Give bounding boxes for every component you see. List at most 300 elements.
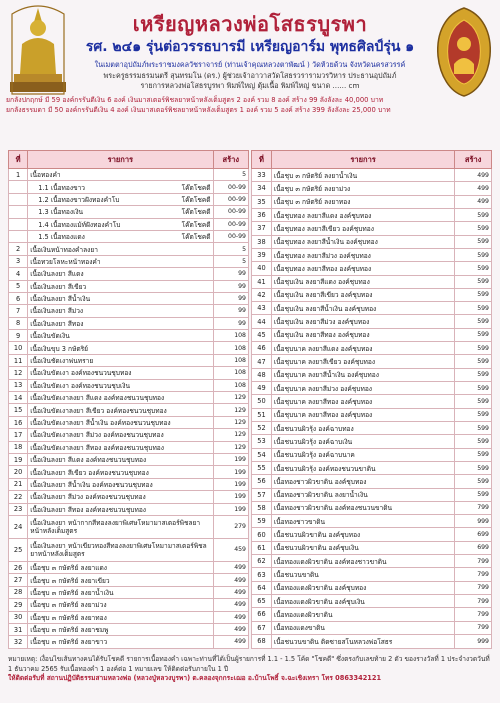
info-line: ในเมตตาอุปถัมภ์พระราชมงคลวัชราจารย์ (ท่านเจ้าคุณหลวงตาพัฒน์ ) วัดห้วยด้วน จังหวัดนครสวรรค์	[94, 60, 406, 69]
info-block	[74, 60, 426, 92]
row-number: 47	[252, 355, 272, 368]
table-row	[9, 218, 249, 230]
row-count: 499	[213, 611, 248, 623]
table-row	[9, 453, 249, 465]
row-item	[28, 623, 213, 635]
col-header-item: รายการ	[271, 151, 454, 169]
row-count: 599	[455, 328, 492, 341]
row-number: 36	[252, 208, 272, 221]
table-row	[9, 280, 249, 292]
table-row	[252, 488, 492, 501]
row-item	[28, 379, 213, 391]
row-number: 57	[252, 488, 272, 501]
row-number: 67	[252, 621, 272, 634]
item-name: เนื้อชุบ ๓ กษัตริย์ ลงยาชมพู	[30, 626, 109, 635]
row-count: 129	[213, 404, 248, 416]
row-number: 45	[252, 328, 272, 341]
row-count: 129	[213, 392, 248, 404]
table-row	[9, 561, 249, 573]
footer-note: หมายเหตุ: เงื่อนไขเส้นทางคนได้รับโชคดี รายการเนื้อทองคำ เฉพาะท่านที่ได้เป็นผู้รายการที่ 1.1 - 1.5 โค้ด "โชคดี" ซึ่งตรงกับเลขท้าย 2 ตัว ของรางวัลที่ 1 ประจำงวดวันที่ 1 ธันวาคม 2565 รับเนื้อทองคำ 1 องค์ต่อ 1 หมายเลข ให้ติดต่อรับภายใน 1 ปี	[8, 655, 490, 673]
row-number: 17	[9, 429, 28, 441]
row-count: 129	[213, 416, 248, 428]
row-number: 30	[9, 611, 28, 623]
row-count: 499	[455, 182, 492, 195]
row-item	[28, 367, 213, 379]
table-row	[252, 568, 492, 581]
table-row	[252, 621, 492, 634]
row-count: 00-99	[213, 218, 248, 230]
item-name: เนื้อทองชาวผิวขาดิน ลงยาน้ำเงิน	[273, 491, 368, 500]
row-count: 00-99	[213, 193, 248, 205]
col-header-item: รายการ	[28, 151, 213, 169]
table-row	[252, 235, 492, 248]
row-number: 16	[9, 416, 28, 428]
item-name: เนื้อเงินหน้าทองคำลงยา	[30, 245, 98, 254]
row-count: 799	[455, 608, 492, 621]
item-name: เนื้อเงินขัดเงาลงยา สีม่วง องค์ทองชนวนชุบทอง	[30, 431, 164, 440]
item-name: เนื้อเงินขัดเงา องค์ทองชนวนชุบทอง	[30, 369, 132, 378]
row-number: 25	[9, 538, 28, 561]
coin-medal-icon	[432, 4, 496, 98]
row-number	[9, 230, 28, 242]
row-item	[271, 208, 454, 221]
row-count: 599	[455, 275, 492, 288]
row-number: 50	[252, 395, 272, 408]
row-item	[271, 408, 454, 421]
item-name: เนื้อทองแดงขาดิน	[273, 624, 325, 633]
row-number: 18	[9, 441, 28, 453]
table-row	[252, 275, 492, 288]
table-row	[252, 461, 492, 474]
table-row	[9, 367, 249, 379]
row-count: 599	[455, 262, 492, 275]
item-name: เนื้อชุบทอง ลงยาสีเขียว องค์ชุบทอง	[273, 224, 374, 233]
table-row	[9, 342, 249, 354]
item-name: เนื้อชุบนาค ลงยาสีน้ำเงิน องค์ชุบทอง	[273, 371, 379, 380]
item-name: เนื้อเงินขัดเงาลงยา สีน้ำเงิน องค์ทองชนวนชุบทอง	[30, 419, 171, 427]
item-name: เนื้อชุบเงิน ลงยาสีแดง องค์ชุบทอง	[273, 278, 370, 287]
row-item	[271, 608, 454, 621]
col-header-no: ที่	[9, 151, 28, 169]
row-item	[271, 302, 454, 315]
table-row	[252, 248, 492, 261]
row-count: 499	[213, 623, 248, 635]
row-number: 13	[9, 379, 28, 391]
table-row	[252, 448, 492, 461]
row-number: 34	[252, 182, 272, 195]
row-count: 599	[455, 288, 492, 301]
item-table-right	[251, 150, 492, 649]
table-row	[9, 611, 249, 623]
item-code-tag: โค๊ตโชคดี	[181, 233, 211, 242]
table-row	[9, 354, 249, 366]
row-item	[271, 634, 454, 648]
item-name: เนื้อทองแดงผิวขาดิน องค์ชุบเงิน	[273, 597, 365, 606]
table-row	[9, 243, 249, 255]
page-subtitle: รศ. ๒๔๑ รุ่นต่อวรรธบารมี เหรียญอาร์ม พุทธศิลป์รุ่น ๑	[85, 39, 415, 55]
table-row	[252, 395, 492, 408]
row-number: 62	[252, 555, 272, 568]
row-item	[28, 515, 213, 538]
item-name: เนื้อเงินลงยา สีม่วง	[30, 307, 84, 316]
table-row	[252, 634, 492, 648]
row-item	[28, 255, 213, 267]
table-row	[9, 636, 249, 648]
table-row	[252, 222, 492, 235]
row-number: 7	[9, 305, 28, 317]
row-count: 599	[455, 435, 492, 448]
row-item	[271, 395, 454, 408]
table-row	[252, 608, 492, 621]
row-item	[271, 421, 454, 434]
item-name: เนื้อทวยโลหะหน้าทองคำ	[30, 257, 101, 266]
item-name: เนื้อเงินลงยา สีน้ำเงิน องค์ทองชนวนชุบทอง	[30, 480, 153, 489]
row-count: 108	[213, 330, 248, 342]
row-number: 55	[252, 461, 272, 474]
item-name: เนื้อเงินลงยา สีทอง องค์ทองชนวนชุบทอง	[30, 505, 147, 514]
item-name: เนื้อชนวนขาดิน ติดซายสโนหลวงพ่อโสธร	[273, 637, 393, 646]
row-number: 28	[9, 586, 28, 598]
table-row	[252, 368, 492, 381]
item-name: เนื้อเงินชัดเงาพ่นทราย	[30, 357, 94, 366]
item-name: เนื้อชุบนาค ลงยาสีม่วง องค์ชุบทอง	[273, 384, 372, 393]
item-name: เนื้อทองแดงผิวขาดิน องค์ทองชาวขาดิน	[273, 557, 387, 566]
row-number: 56	[252, 475, 272, 488]
item-name: เนื้อชนวนผิวขาดิน องค์ชุบเงิน	[273, 544, 359, 553]
item-name: เนื้อชุบนาค ลงยาสีเขียว องค์ชุบทอง	[273, 358, 376, 367]
table-row	[9, 206, 249, 218]
row-number: 8	[9, 317, 28, 329]
row-item	[28, 280, 213, 292]
row-item	[271, 288, 454, 301]
item-name: เนื้อเงินลงยา สีเขียว องค์ทองชนวนชุบทอง	[30, 468, 149, 477]
row-number: 54	[252, 448, 272, 461]
table-row	[252, 408, 492, 421]
item-name: เนื้อเงินขัดเงาลงยา สีทอง องค์ทองชนวนชุบทอง	[30, 443, 164, 452]
row-item	[28, 181, 213, 193]
row-number: 10	[9, 342, 28, 354]
table-row	[252, 342, 492, 355]
row-item	[28, 268, 213, 280]
edition-line: ยกลังปกฤกษ์ มี 59 องค์กรรันตีเงิน 6 องค์ เงินมาสเตอร์พิชลยาหน้าหลังเต็มสูตร 2 องค์ รวม 8 องค์ สร้าง 99 ลังลังละ 40,000 บาท	[6, 96, 384, 104]
row-number: 5	[9, 280, 28, 292]
row-count: 99	[213, 305, 248, 317]
item-name: เนื้อชุบนาค ลงยาสีทอง องค์ชุบทอง	[273, 397, 373, 406]
row-item	[271, 342, 454, 355]
row-count: 99	[213, 280, 248, 292]
row-number: 15	[9, 404, 28, 416]
item-name: 1.4 เนื้อทองแม้ท์ฝังทองคำโบ	[38, 220, 121, 229]
row-number: 14	[9, 392, 28, 404]
table-row	[252, 541, 492, 554]
row-number	[9, 218, 28, 230]
row-number: 52	[252, 421, 272, 434]
row-number: 20	[9, 466, 28, 478]
row-item	[28, 538, 213, 561]
row-number: 40	[252, 262, 272, 275]
row-count: 199	[213, 466, 248, 478]
row-item	[28, 466, 213, 478]
row-count: 599	[455, 208, 492, 221]
item-name: เนื้อชุบเงิน ลงยาสีเขียว องค์ชุบทอง	[273, 291, 373, 300]
row-count: 499	[455, 169, 492, 182]
row-number: 4	[9, 268, 28, 280]
row-item	[271, 169, 454, 182]
row-number: 65	[252, 595, 272, 608]
row-item	[28, 586, 213, 598]
row-item	[271, 235, 454, 248]
row-item	[271, 248, 454, 261]
item-name: เนื้อเงินลงยา หน้าเขียวทองสีทองลงยาพิเศษโหมามาสเตอร์พิชลยาหน้าหลังเต็มสูตร	[30, 541, 207, 558]
table-row	[9, 515, 249, 538]
row-number: 19	[9, 453, 28, 465]
row-number	[9, 181, 28, 193]
table-row	[252, 195, 492, 208]
item-name: 1.2 เนื้อทองขาวฝังทองคำโบ	[38, 195, 120, 204]
row-number: 38	[252, 235, 272, 248]
table-row	[9, 392, 249, 404]
table-row	[9, 623, 249, 635]
item-name: เนื้อทองชาวผิวขาดิน องค์ทองชนวนขาดิน	[273, 504, 393, 513]
row-item	[271, 488, 454, 501]
table-row	[252, 581, 492, 594]
row-number: 61	[252, 541, 272, 554]
table-row	[9, 268, 249, 280]
row-item	[271, 581, 454, 594]
row-item	[28, 342, 213, 354]
table-row	[9, 478, 249, 490]
item-name: เนื้อชุบ ๓ กษัตริย์ ลงยาเขียว	[30, 576, 110, 585]
row-count: 499	[213, 586, 248, 598]
row-item	[271, 568, 454, 581]
row-item	[271, 328, 454, 341]
row-count: 99	[213, 317, 248, 329]
row-number: 11	[9, 354, 28, 366]
row-item	[28, 491, 213, 503]
row-item	[28, 243, 213, 255]
row-item	[28, 503, 213, 515]
contact-info: ให้ติดต่อรับที่ สถานปฏิบัติธรรมสามหลวงพ่อ (หลวงปู่หลวงบูรพา) ต.คลองจุกกระเฌอ อ.บ้านโพธิ์ จ.ฉะเชิงเทรา โทร 0863342121	[8, 674, 382, 683]
row-item	[271, 368, 454, 381]
row-number: 39	[252, 248, 272, 261]
item-name: เนื้อชนวนผิวรุ้ง องค์ทองชนวนขาดิน	[273, 464, 376, 473]
row-number: 60	[252, 528, 272, 541]
row-item	[28, 206, 213, 218]
row-count: 108	[213, 342, 248, 354]
row-count: 799	[455, 581, 492, 594]
table-row	[9, 599, 249, 611]
row-count: 129	[213, 429, 248, 441]
row-count: 599	[455, 448, 492, 461]
item-name: เนื้อชุบ ๓ กษัตริย์ ลงยาม่วง	[273, 184, 351, 193]
row-count: 599	[455, 408, 492, 421]
row-item	[28, 611, 213, 623]
item-name: เนื้อเงินลงยา สีน้ำเงิน	[30, 295, 91, 304]
row-count: 599	[455, 235, 492, 248]
item-name: เนื้อเงินขัดเงิน	[30, 332, 70, 341]
row-number: 6	[9, 292, 28, 304]
row-count: 999	[455, 634, 492, 648]
col-header-count: สร้าง	[455, 151, 492, 169]
item-name: เนื้อชุบเงิน ลงยาสีทอง องค์ชุบทอง	[273, 331, 370, 340]
row-number: 1	[9, 169, 28, 181]
row-number: 24	[9, 515, 28, 538]
row-number: 59	[252, 515, 272, 528]
row-item	[271, 435, 454, 448]
row-number: 32	[9, 636, 28, 648]
row-count: 599	[455, 382, 492, 395]
table-row	[9, 538, 249, 561]
item-name: เนื้อเงินขัดเงาลงยา สีแดง องค์ทองชนวนชุบทอง	[30, 394, 165, 403]
row-item	[271, 195, 454, 208]
table-row	[9, 416, 249, 428]
row-count: 99	[213, 292, 248, 304]
item-name: เนื้อชุบทอง ลงยาสีแดง องค์ชุบทอง	[273, 211, 372, 220]
row-count: 599	[455, 248, 492, 261]
row-count: 699	[455, 541, 492, 554]
table-row	[9, 292, 249, 304]
table-row	[9, 404, 249, 416]
row-count: 799	[455, 595, 492, 608]
row-item	[271, 515, 454, 528]
row-item	[271, 315, 454, 328]
table-row	[9, 193, 249, 205]
item-name: เนื้อชุบทอง ลงยาสีม่วง องค์ชุบทอง	[273, 251, 371, 260]
row-count: 459	[213, 538, 248, 561]
row-count: 99	[213, 268, 248, 280]
row-number: 68	[252, 634, 272, 648]
row-count: 799	[455, 501, 492, 514]
item-name: 1.5 เนื้อทองแดง	[38, 233, 85, 242]
row-count: 599	[455, 315, 492, 328]
row-count: 599	[455, 488, 492, 501]
row-number	[9, 193, 28, 205]
row-number: 44	[252, 315, 272, 328]
table-row	[9, 330, 249, 342]
table-row	[9, 169, 249, 181]
item-name: เนื้อชุบทอง ลงยาสีน้ำเงิน องค์ชุบทอง	[273, 238, 378, 247]
row-item	[271, 222, 454, 235]
row-number: 64	[252, 581, 272, 594]
row-number: 46	[252, 342, 272, 355]
row-count: 129	[213, 441, 248, 453]
item-name: เนื้อเงินขัดเงา องค์ทองชนวนชุบเงิน	[30, 381, 130, 390]
row-item	[271, 501, 454, 514]
row-count: 599	[455, 395, 492, 408]
table-row	[252, 169, 492, 182]
item-name: เนื้อชนวนผิวรุ้ง องค์ฉาบเงิน	[273, 437, 353, 446]
row-number: 29	[9, 599, 28, 611]
row-count: 5	[213, 255, 248, 267]
item-name: เนื้อทองคำ	[30, 171, 61, 180]
row-number: 9	[9, 330, 28, 342]
item-name: เนื้อชนวนผิวรุ้ง องค์ฉาบนาค	[273, 451, 355, 460]
row-count: 279	[213, 515, 248, 538]
row-item	[28, 193, 213, 205]
row-count: 00-99	[213, 206, 248, 218]
item-name: เนื้อเงินลงยา สีม่วง องค์ทองชนวนชุบทอง	[30, 493, 146, 502]
row-item	[28, 599, 213, 611]
row-number: 22	[9, 491, 28, 503]
row-count: 599	[455, 475, 492, 488]
table-row	[252, 555, 492, 568]
edition-line: ยกลังธรรมดา มี 50 องค์กรรันตีเงิน 4 องค์ เงินมาสเตอร์พิชลยาหน้าหลังเต็มสูตร 1 องค์ รวม 5 องค์ สร้าง 399 ลังลังละ 25,000 บาท	[6, 106, 391, 114]
table-row	[9, 429, 249, 441]
row-item	[271, 528, 454, 541]
item-name: เนื้อชุบทอง ลงยาสีทอง องค์ชุบทอง	[273, 264, 372, 273]
row-number: 12	[9, 367, 28, 379]
row-count: 999	[455, 515, 492, 528]
item-name: เนื้อชนวนผิวรุ้ง องค์ฉาบทอง	[273, 424, 354, 433]
item-name: เนื้อชุบ ๓ กษัตริย์ ลงยาแดง	[30, 564, 108, 573]
item-name: เนื้อเงินลงยา สีแดง องค์ทองชนวนชุบทอง	[30, 456, 147, 465]
row-number: 49	[252, 382, 272, 395]
table-row	[9, 305, 249, 317]
item-name: เนื้อชุบนาค ลงยาสีทอง องค์ชุบทอง	[273, 411, 373, 420]
row-count: 599	[455, 222, 492, 235]
buddha-statue-icon	[6, 4, 70, 98]
item-code-tag: โค๊ตโชคดี	[181, 208, 211, 217]
row-number: 2	[9, 243, 28, 255]
row-count: 199	[213, 491, 248, 503]
row-count: 108	[213, 379, 248, 391]
row-number: 51	[252, 408, 272, 421]
table-row	[252, 208, 492, 221]
row-item	[271, 475, 454, 488]
row-number: 53	[252, 435, 272, 448]
row-item	[271, 461, 454, 474]
row-number: 48	[252, 368, 272, 381]
item-name: เนื้อชุบ ๓ กษัตริย์ ลงยาม่วง	[30, 601, 107, 610]
row-number: 31	[9, 623, 28, 635]
row-count: 599	[455, 302, 492, 315]
row-number: 66	[252, 608, 272, 621]
item-code-tag: โค๊ตโชคดี	[181, 220, 211, 229]
row-number: 35	[252, 195, 272, 208]
row-count: 108	[213, 367, 248, 379]
item-name: เนื้อเงินลงยา สีเขียว	[30, 282, 87, 291]
table-row	[252, 355, 492, 368]
table-row	[252, 435, 492, 448]
row-item	[271, 541, 454, 554]
item-name: 1.3 เนื้อทองเงิน	[38, 208, 84, 217]
table-row	[9, 181, 249, 193]
row-count: 699	[455, 528, 492, 541]
row-item	[28, 230, 213, 242]
row-item	[28, 429, 213, 441]
row-number: 26	[9, 561, 28, 573]
table-row	[252, 315, 492, 328]
row-number: 33	[252, 169, 272, 182]
item-name: เนื้อชุบนาค ลงยาสีแดง องค์ชุบทอง	[273, 344, 373, 353]
item-name: เนื้อทองชาวผิวขาดิน องค์ชุบทอง	[273, 477, 367, 486]
row-item	[271, 621, 454, 634]
table-row	[252, 595, 492, 608]
row-number: 3	[9, 255, 28, 267]
row-number: 58	[252, 501, 272, 514]
header	[0, 0, 500, 118]
row-count: 599	[455, 355, 492, 368]
row-item	[28, 404, 213, 416]
row-item	[28, 392, 213, 404]
row-number: 41	[252, 275, 272, 288]
col-header-no: ที่	[252, 151, 272, 169]
item-table-left	[8, 150, 249, 649]
table-row	[9, 491, 249, 503]
row-item	[28, 561, 213, 573]
row-item	[28, 416, 213, 428]
row-count: 499	[213, 574, 248, 586]
